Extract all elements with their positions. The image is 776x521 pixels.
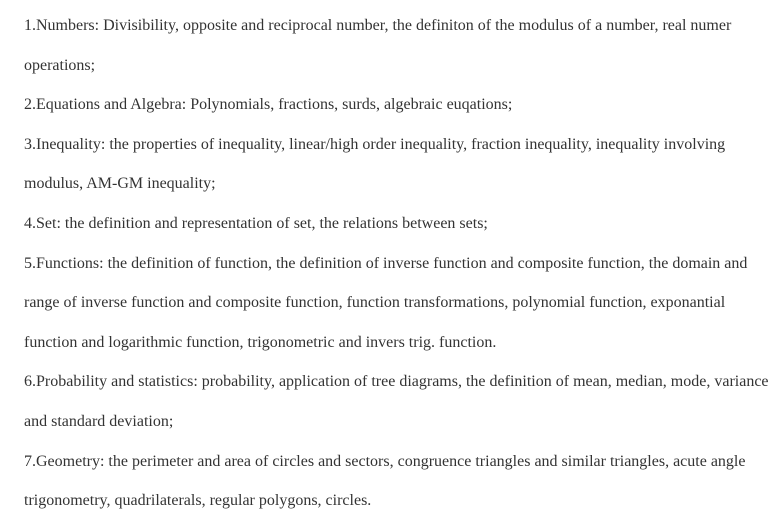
topic-geometry: 7.Geometry: the perimeter and area of circles and sectors, congruence triangles and similar triangles, acute angle trigonometry, quadrilaterals, regular polygons, circles. [24,452,746,510]
topic-inequality: 3.Inequality: the properties of inequality, linear/high order inequality, fraction inequality, inequality involving modulus, AM-GM inequality; [24,135,726,193]
topic-set: 4.Set: the definition and representation of set, the relations between sets; [24,214,488,232]
topic-numbers: 1.Numbers: Divisibility, opposite and reciprocal number, the definiton of the modulus of a number, real numer operations; [24,17,732,74]
topic-functions: 5.Functions: the definition of function, the definition of inverse function and composite function, the domain and range of inverse function and composite function, function transformations, polynomial function, exponantial function and logarithmic function, trigonometric and invers trig. function. [24,254,748,351]
topic-equations-algebra: 2.Equations and Algebra: Polynomials, fractions, surds, algebraic euqations; [24,96,513,114]
topic-probability-statistics: 6.Probability and statistics: probability, application of tree diagrams, the definition of mean, median, mode, variance and standard deviation; [24,373,769,430]
